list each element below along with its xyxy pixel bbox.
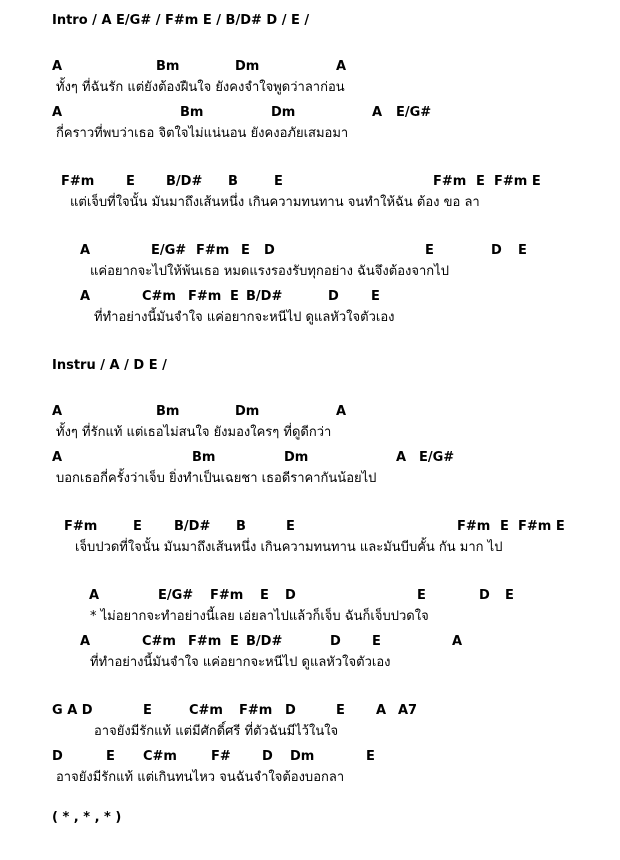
chord: A (52, 404, 63, 419)
chord: E (260, 588, 269, 603)
chord: D (491, 243, 502, 258)
chord: D (262, 749, 273, 764)
chord: E (241, 243, 250, 258)
lyric-line: ที่ทำอย่างนี้มันจำใจ แค่อยากจะหนีไป ดูแลหัวใจตัวเอง (90, 655, 391, 670)
chord: Dm (284, 450, 309, 465)
chord: B/D# (166, 174, 203, 189)
chord: A7 (398, 703, 418, 718)
lyric-line: เจ็บปวดที่ใจนั้น มันมาถึงเส้นหนึ่ง เกินความทนทาน และมันบีบคั้น กัน มาก ไป (75, 540, 503, 555)
chord: E/G# (158, 588, 194, 603)
chord: Dm (290, 749, 315, 764)
chord: F#m (239, 703, 273, 718)
chord: B/D# (246, 289, 283, 304)
chord: E (500, 519, 509, 534)
chord: A (80, 243, 91, 258)
chord: E (133, 519, 142, 534)
lyric-line: แค่อยากจะไปให้พ้นเธอ หมดแรงรองรับทุกอย่าง ฉันจึงต้องจากไป (90, 264, 449, 279)
chord: E (372, 634, 381, 649)
chord: E (274, 174, 283, 189)
chord: F#m (61, 174, 95, 189)
chord: A (89, 588, 100, 603)
chord: F#m (457, 519, 491, 534)
chord: A (80, 289, 91, 304)
chord: D (52, 749, 63, 764)
chord: D (285, 588, 296, 603)
chord: E/G# (151, 243, 187, 258)
chord: F#m (196, 243, 230, 258)
chord: E (126, 174, 135, 189)
chord: Bm (180, 105, 204, 120)
chord: E (505, 588, 514, 603)
chord: A (336, 404, 347, 419)
chord: D (330, 634, 341, 649)
chord: E/G# (396, 105, 432, 120)
lyric-line: อาจยังมีรักแท้ แต่มีศักดิ์ศรี ที่ตัวฉันมีไว้ในใจ (94, 724, 339, 739)
chord: A (396, 450, 407, 465)
chord: E (336, 703, 345, 718)
ending-line: ( * , * , * ) (52, 810, 122, 825)
chord: Bm (156, 404, 180, 419)
chord: E (366, 749, 375, 764)
chord: F#m E (494, 174, 541, 189)
chord: G A D (52, 703, 93, 718)
chord: F# (211, 749, 231, 764)
chord: Dm (235, 59, 260, 74)
chord: E/G# (419, 450, 455, 465)
chord: Dm (235, 404, 260, 419)
intro-line: Intro / A E/G# / F#m E / B/D# D / E / (52, 13, 310, 28)
lyric-line: ที่ทำอย่างนี้มันจำใจ แค่อยากจะหนีไป ดูแลหัวใจตัวเอง (94, 310, 395, 325)
chord: C#m (142, 634, 176, 649)
lyric-line: ทั้งๆ ที่รักแท้ แต่เธอไม่สนใจ ยังมองใครๆ ที่ดูดีกว่า (56, 425, 332, 440)
chord: F#m (433, 174, 467, 189)
chord: Dm (271, 105, 296, 120)
lyric-line: กี่คราวที่พบว่าเธอ จิตใจไม่แน่นอน ยังคงอภัยเสมอมา (56, 126, 349, 141)
chord: D (285, 703, 296, 718)
lyric-line: อาจยังมีรักแท้ แต่เกินทนไหว จนฉันจำใจต้องบอกลา (56, 770, 345, 785)
chord: F#m (64, 519, 98, 534)
chord: E (518, 243, 527, 258)
chord: C#m (142, 289, 176, 304)
chord: A (52, 450, 63, 465)
lyric-line: ทั้งๆ ที่ฉันรัก แต่ยังต้องฝืนใจ ยังคงจำใจพูดว่าลาก่อน (56, 80, 345, 95)
chord: C#m (143, 749, 177, 764)
chord: Bm (192, 450, 216, 465)
chord: D (479, 588, 490, 603)
chord: E (417, 588, 426, 603)
chord: E (371, 289, 380, 304)
chord: A (372, 105, 383, 120)
chord: A (336, 59, 347, 74)
chord: Bm (156, 59, 180, 74)
chord: A (52, 105, 63, 120)
chord: E (143, 703, 152, 718)
chord: E (425, 243, 434, 258)
chord: F#m (188, 289, 222, 304)
instru-line: Instru / A / D E / (52, 358, 167, 373)
chord: D (328, 289, 339, 304)
chord: A (80, 634, 91, 649)
chord: B/D# (246, 634, 283, 649)
chord: C#m (189, 703, 223, 718)
chord: E (476, 174, 485, 189)
chord: D (264, 243, 275, 258)
chord: A (52, 59, 63, 74)
chord: E (230, 634, 239, 649)
chord: E (230, 289, 239, 304)
lyric-line: * ไม่อยากจะทำอย่างนี้เลย เอ่ยลาไปแล้วก็เจ็บ ฉันก็เจ็บปวดใจ (90, 609, 429, 624)
chord: B/D# (174, 519, 211, 534)
chord: A (376, 703, 387, 718)
chord: E (106, 749, 115, 764)
chord: A (452, 634, 463, 649)
chord: B (236, 519, 246, 534)
chord: B (228, 174, 238, 189)
chord: F#m (210, 588, 244, 603)
chord: E (286, 519, 295, 534)
chord: F#m (188, 634, 222, 649)
lyric-line: บอกเธอกี่ครั้งว่าเจ็บ ยิ่งทำเป็นเฉยชา เธอดีราคากันน้อยไป (56, 471, 377, 486)
lyric-line: แต่เจ็บที่ใจนั้น มันมาถึงเส้นหนึ่ง เกินความทนทาน จนทำให้ฉัน ต้อง ขอ ลา (70, 195, 480, 210)
chord: F#m E (518, 519, 565, 534)
